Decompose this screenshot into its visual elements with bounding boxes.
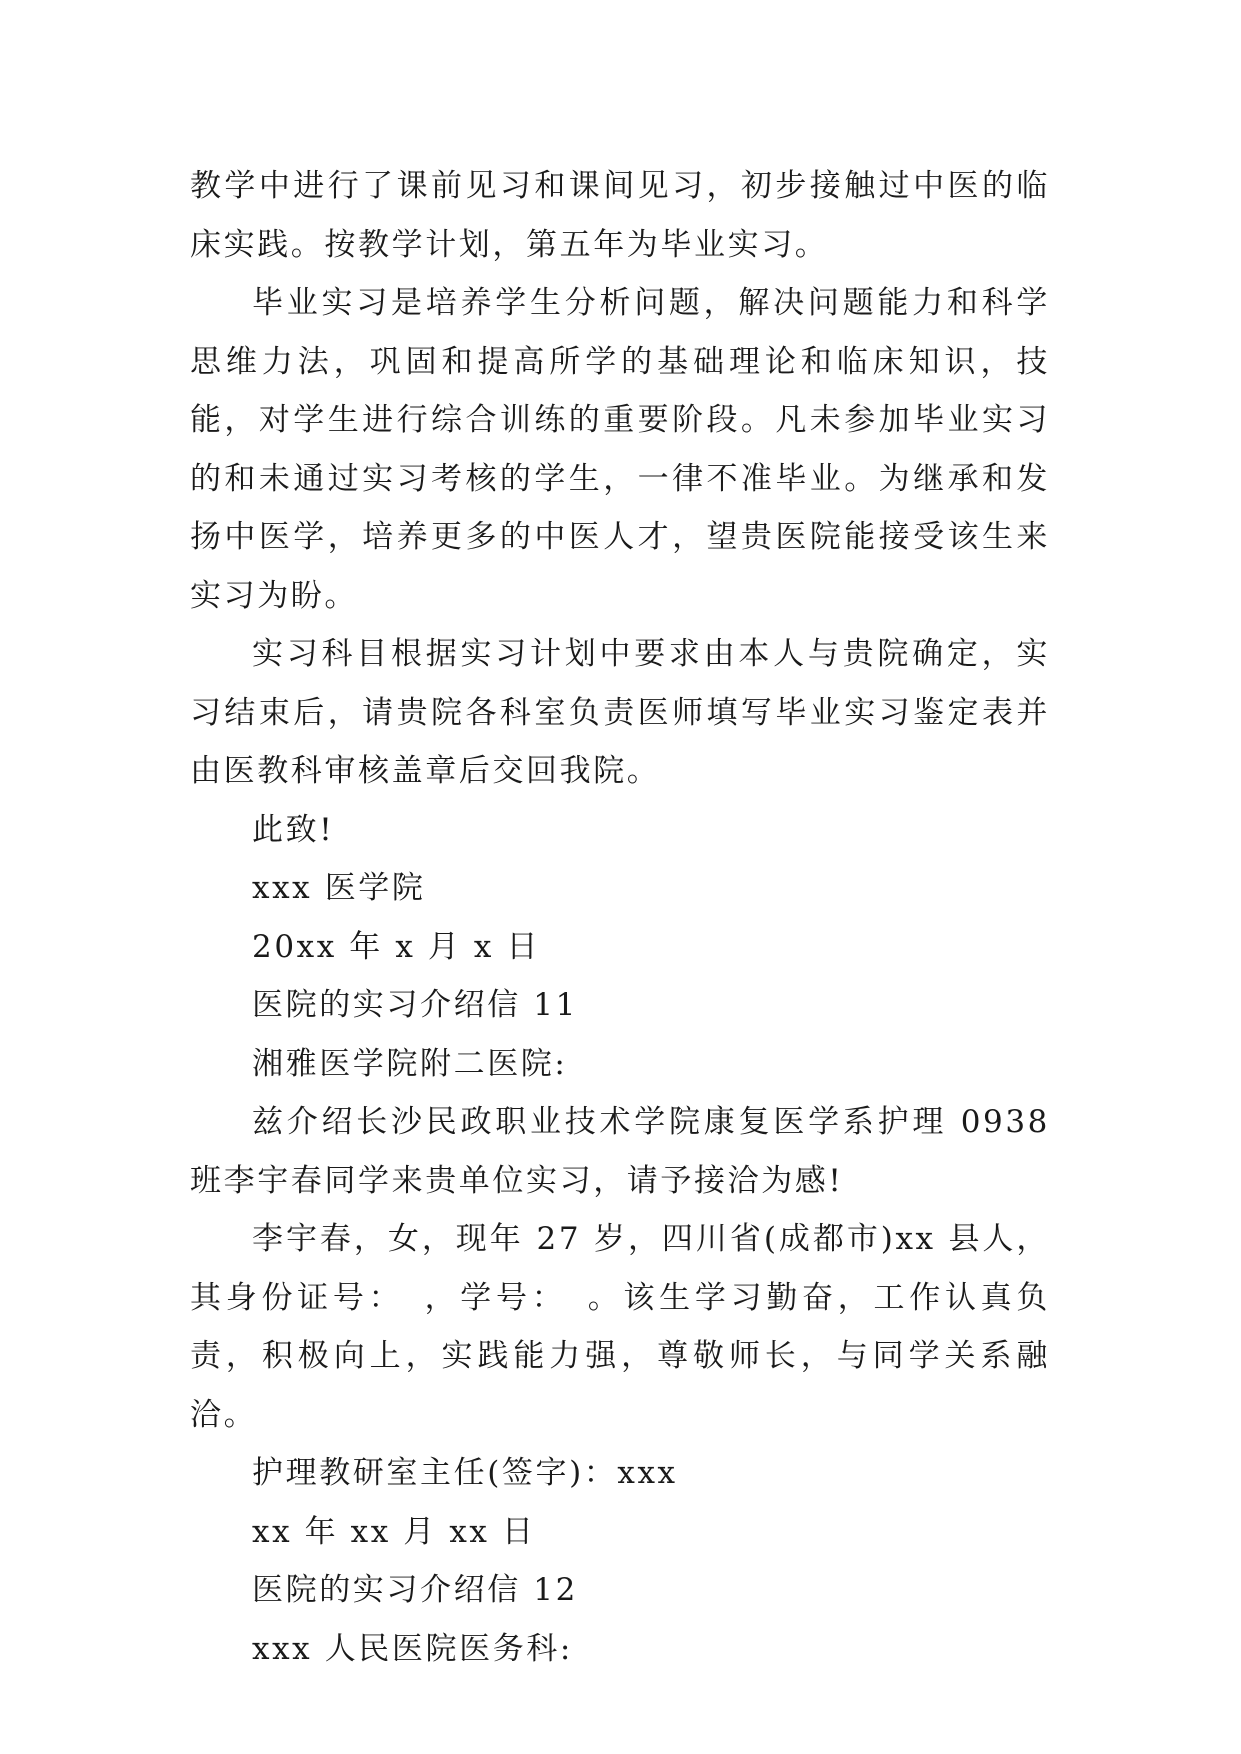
paragraph-internship-subjects: 实习科目根据实习计划中要求由本人与贵院确定，实习结束后，请贵院各科室负责医师填写毕业实习鉴定表并由医教科审核盖章后交回我院。 bbox=[190, 636, 1050, 789]
signature-date: xx 年 xx 月 xx 日 bbox=[252, 1513, 536, 1550]
paragraph-practice-intro: 教学中进行了课前见习和课间见习，初步接触过中医的临床实践。按教学计划，第五年为毕业实习。 bbox=[190, 168, 1050, 263]
paragraph-introduction: 兹介绍长沙民政职业技术学院康复医学系护理 0938 班李宇春同学来贵单位实习，请予接洽为感! bbox=[190, 1104, 1050, 1199]
document-body bbox=[190, 157, 1050, 1678]
sender-institution: xxx 医学院 bbox=[252, 870, 426, 906]
signature-line: 护理教研室主任(签字)：xxx bbox=[252, 1455, 678, 1491]
recipient-line: 湘雅医学院附二医院: bbox=[252, 1045, 568, 1082]
closing-salutation: 此致! bbox=[252, 811, 335, 848]
paragraph-internship-purpose: 毕业实习是培养学生分析问题，解决问题能力和科学思维力法，巩固和提高所学的基础理论和临床知识，技能，对学生进行综合训练的重要阶段。凡未参加毕业实习的和未通过实习考核的学生，一律不准毕业。为继承和发扬中医学，培养更多的中医人才，望贵医院能接受该生来实习为盼。 bbox=[190, 285, 1050, 614]
paragraph-student-profile: 李宇春，女，现年 27 岁，四川省(成都市)xx 县人，其身份证号： ，学号： 。该生学习勤奋，工作认真负责，积极向上，实践能力强，尊敬师长，与同学关系融洽。 bbox=[190, 1221, 1050, 1433]
letter-date: 20xx 年 x 月 x 日 bbox=[252, 928, 541, 965]
section-heading-12: 医院的实习介绍信 12 bbox=[252, 1572, 578, 1608]
recipient-line-12: xxx 人民医院医务科: bbox=[252, 1630, 573, 1667]
section-heading-11: 医院的实习介绍信 11 bbox=[252, 987, 578, 1023]
